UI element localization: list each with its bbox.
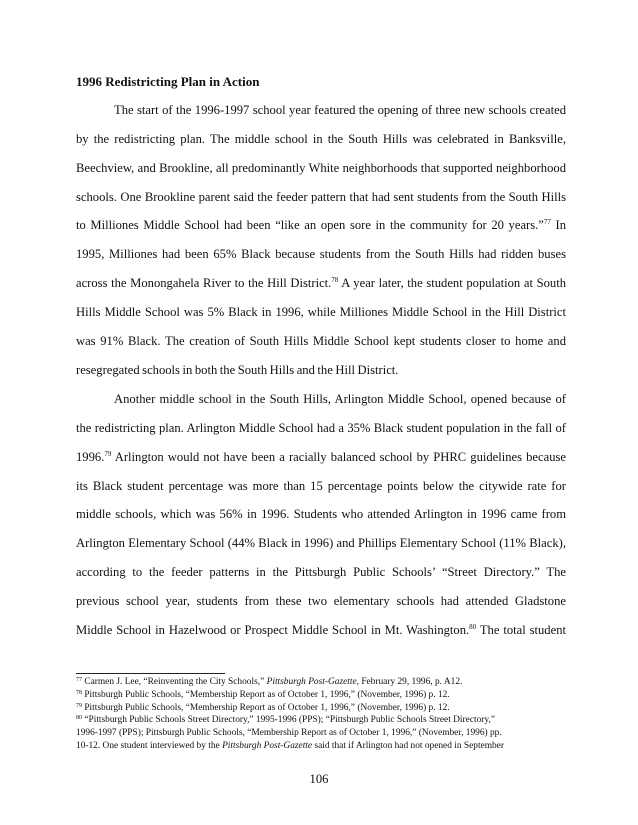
- text-span: middle schools, which was 56% in 1996. Students who attended Arlington in 1996 came from: [76, 507, 566, 522]
- text-span: Hills Middle School was 5% Black in 1996, while Milliones Middle School in the Hill District: [76, 304, 566, 319]
- text-span: to Milliones Middle School had been “like an open sore in the community for 20 years.”: [76, 218, 544, 233]
- footnote-divider: [76, 673, 225, 674]
- paragraph-2: [76, 385, 566, 645]
- text-span: Pittsburgh Post-Gazette: [222, 740, 313, 751]
- text-line: [76, 298, 566, 327]
- text-span: Another middle school in the South Hills, Arlington Middle School, opened because of: [114, 392, 566, 406]
- footnote-marker: 80: [469, 622, 477, 631]
- text-line: [76, 269, 566, 298]
- footnote-marker: 77: [76, 677, 82, 683]
- footnote-marker: 80: [76, 715, 82, 722]
- text-span: In: [550, 218, 566, 233]
- text-span: by the redistricting plan. The middle school in the South Hills was celebrated in Banksville,: [76, 131, 566, 146]
- footnote-line: [76, 702, 566, 715]
- footnote-line: [76, 740, 566, 753]
- footnote-marker: 79: [104, 449, 112, 458]
- text-span: Arlington would not have been a racially balanced school by PHRC guidelines because: [111, 449, 566, 464]
- text-span: A year later, the student population at South: [338, 276, 566, 291]
- footnote-marker: 77: [543, 218, 551, 227]
- footnote-marker: 78: [76, 689, 82, 696]
- text-line: [76, 154, 566, 183]
- text-line: [76, 500, 566, 529]
- text-span: Pittsburgh Post-Gazette: [266, 677, 357, 687]
- text-line: [76, 587, 566, 616]
- text-span: Beechview, and Brookline, all predominantly White neighborhoods that supported neighborhood: [76, 160, 566, 175]
- text-span: was 91% Black. The creation of South Hills Middle School kept students closer to home and: [76, 333, 566, 348]
- text-span: said that if Arlington had not opened in September: [312, 740, 504, 751]
- footnotes: [76, 676, 566, 753]
- footnote-line: [76, 689, 566, 702]
- text-line: [76, 616, 566, 645]
- text-span: Carmen J. Lee, “Reinventing the City Schools,”: [82, 677, 267, 687]
- text-span: 1996.: [76, 449, 105, 464]
- text-line: [76, 529, 566, 558]
- text-line: [76, 96, 566, 125]
- footnote-marker: 78: [331, 276, 339, 285]
- text-span: its Black student percentage was more than 15 percentage points below the citywide rate for: [76, 478, 566, 493]
- page-number: 106: [309, 772, 329, 786]
- text-span: schools. One Brookline parent said the feeder pattern that had sent students from the South Hills: [76, 189, 566, 204]
- footnote-line: [76, 714, 566, 727]
- section-heading: 1996 Redistricting Plan in Action: [76, 74, 260, 89]
- footnote-line: [76, 727, 566, 740]
- text-line: [76, 385, 566, 414]
- text-line: [76, 183, 566, 212]
- text-line: [76, 443, 566, 472]
- text-line: [76, 240, 566, 269]
- paragraph-1: [76, 96, 566, 384]
- text-span: previous school year, students from these two elementary schools had attended Gladstone: [76, 593, 566, 608]
- text-span: 10-12. One student interviewed by the: [76, 740, 223, 751]
- text-span: Pittsburgh Public Schools, “Membership Report as of October 1, 1996,” (November, 1996) p. 12.: [82, 702, 450, 713]
- text-span: 1996-1997 (PPS); Pittsburgh Public Schools, “Membership Report as of October 1, 1996,” (November, 1996) pp.: [76, 728, 502, 739]
- text-span: Arlington Elementary School (44% Black in 1996) and Phillips Elementary School (11% Black),: [76, 536, 566, 551]
- text-span: The start of the 1996-1997 school year featured the opening of three new schools created: [114, 103, 566, 117]
- text-line: [76, 356, 566, 385]
- text-span: Middle School in Hazelwood or Prospect Middle School in Mt. Washington.: [76, 622, 470, 637]
- text-span: “Pittsburgh Public Schools Street Directory,” 1995-1996 (PPS); “Pittsburgh Public Schools Street Directory,”: [82, 715, 495, 726]
- text-line: [76, 327, 566, 356]
- text-line: [76, 558, 566, 587]
- footnote-marker: 79: [76, 702, 82, 709]
- text-span: The total student: [476, 622, 566, 637]
- text-span: 1995, Milliones had been 65% Black because students from the South Hills had ridden buses: [76, 247, 566, 262]
- footnote-line: [76, 676, 566, 689]
- text-span: , February 29, 1996, p. A12.: [356, 677, 463, 687]
- text-line: [76, 472, 566, 501]
- text-span: across the Monongahela River to the Hill District.: [76, 276, 332, 291]
- text-line: [76, 414, 566, 443]
- text-span: according to the feeder patterns in the Pittsburgh Public Schools’ “Street Directory.” The: [76, 565, 566, 580]
- text-span: the redistricting plan. Arlington Middle School had a 35% Black student population in the fall of: [76, 420, 566, 435]
- text-span: resegregated schools in both the South Hills and the Hill District.: [76, 362, 399, 377]
- text-line: [76, 125, 566, 154]
- text-line: [76, 211, 566, 240]
- text-span: Pittsburgh Public Schools, “Membership Report as of October 1, 1996,” (November, 1996) p. 12.: [82, 689, 450, 700]
